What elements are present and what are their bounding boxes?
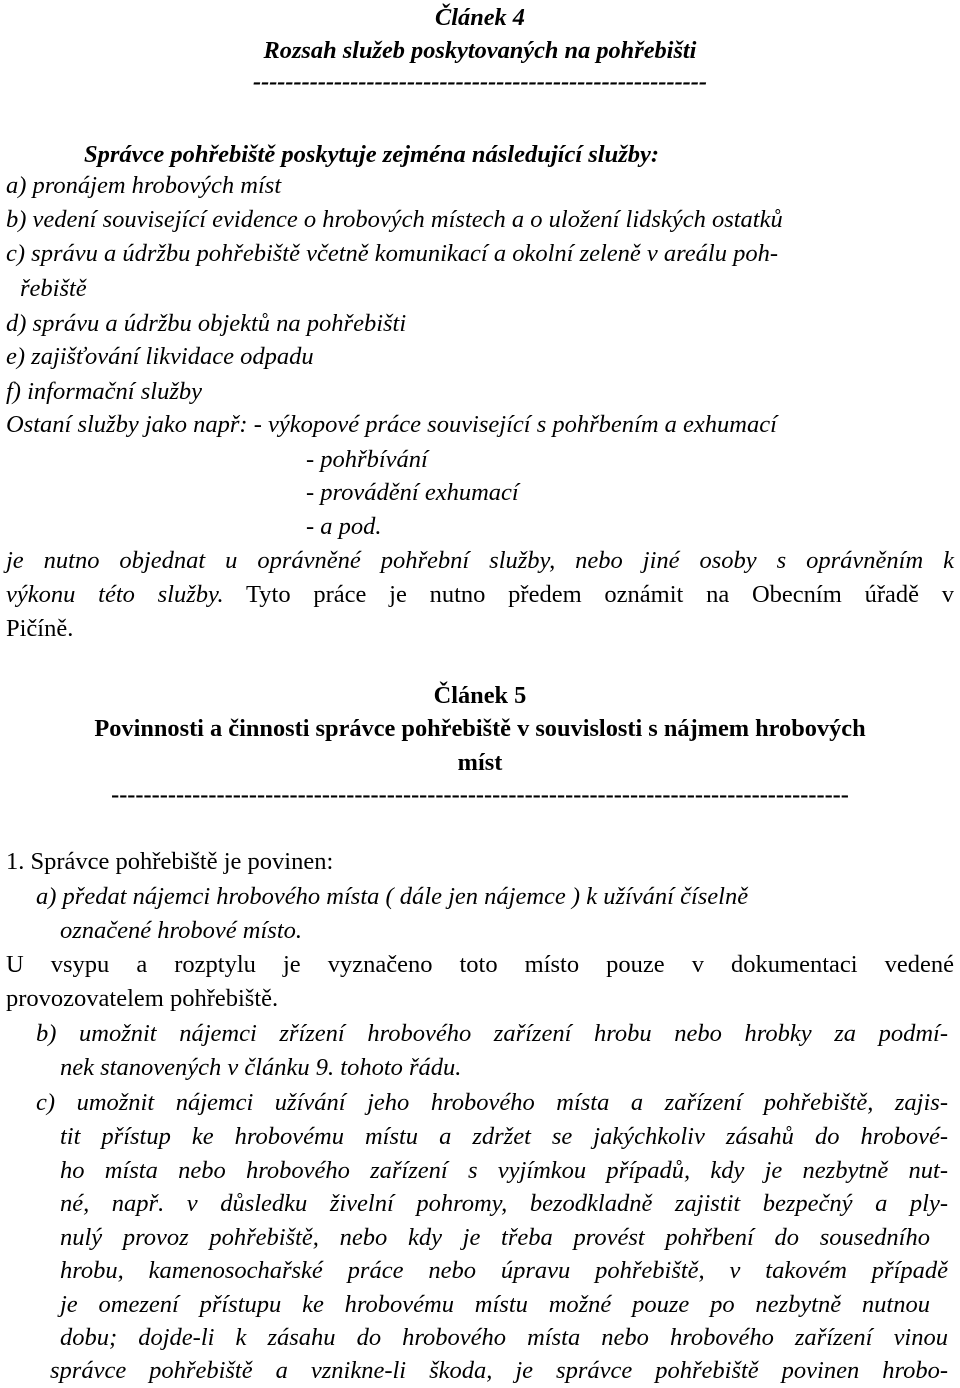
article5-item-b-line-2: nek stanovených v článku 9. tohoto řádu. [60,1054,462,1081]
article5-item-c-line-1: c) umožnit nájemci užívání jeho hrobového místa a zařízení pohřebiště, zajis- [36,1089,948,1116]
article5-point-1: 1. Správce pohřebiště je povinen: [6,848,334,875]
article4-rule: -------------------------------------------------------- [252,68,708,95]
article5-title-line-2: míst [457,749,503,776]
article5-item-c-line-6: hrobu, kamenosochařské práce nebo úpravu pohřebiště, v takovém případě [60,1257,948,1284]
article4-item-c: c) správu a údržbu pohřebiště včetně komunikací a okolní zeleně v areálu poh- [6,240,779,267]
order-line-2-notice: Tyto práce je nutno předem oznámit na Obecním úřadě v [246,581,954,608]
article5-rule: ------------------------------------------------------------------------------------------- [111,781,849,808]
article5-item-c-line-2: tit přístup ke hrobovému místu a zdržet se jakýchkoliv zásahů do hrobové- [60,1123,948,1150]
article4-item-b: b) vedení související evidence o hrobových místech a o uložení lidských ostatků [6,206,783,233]
article4-title: Rozsah služeb poskytovaných na pohřebišti [263,37,697,64]
article4-intro: Správce pohřebiště poskytuje zejména následující služby: [84,141,660,168]
article5-item-a-text: a) předat nájemci hrobového místa ( dále jen nájemce ) k užívání číselně [36,883,749,910]
article4-item-d: d) správu a údržbu objektů na pohřebišti [6,310,407,337]
article5-item-c-line-3: ho místa nebo hrobového zařízení s vyjímkou případů, kdy je nezbytně nut- [60,1157,948,1184]
article5-item-a-line-1 [36,885,748,910]
order-line-1: je nutno objednat u oprávněné pohřební služby, nebo jiné osoby s oprávněním k [6,547,954,574]
order-line-3: Pičíně. [6,615,74,642]
article5-item-c-line-5: nulý provoz pohřebiště, nebo kdy je třeba provést pohřbení do sousedního [60,1224,930,1251]
article4-item-f: f) informační služby [6,378,202,405]
article5-title-line-1: Povinnosti a činnosti správce pohřebiště v souvislosti s nájmem hrobových [94,715,866,742]
article5-item-c-line-8: dobu; dojde-li k zásahu do hrobového místa nebo hrobového zařízení vinou [60,1324,948,1351]
vsyp-line-2: provozovatelem pohřebiště. [6,985,279,1012]
other-service-burial: - pohřbívání [306,446,428,473]
article5-item-b-line-1: b) umožnit nájemci zřízení hrobového zařízení hrobu nebo hrobky za podmí- [36,1020,948,1047]
article4-item-c-cont: řebiště [20,275,87,302]
article5-item-c-line-9: správce pohřebiště a vznikne-li škoda, je správce pohřebiště povinen hrobo- [50,1357,948,1384]
article5-item-a-text-2: označené hrobové místo. [60,917,302,944]
article5-item-a-line-2 [60,919,302,944]
article4-item-a: a) pronájem hrobových míst [6,172,282,199]
other-service-exhumation: - provádění exhumací [306,479,519,506]
order-line-2-italic: výkonu této služby. [6,581,224,608]
article4-item-e: e) zajišťování likvidace odpadu [6,343,314,370]
vsyp-line-1: U vsypu a rozptylu je vyznačeno toto místo pouze v dokumentaci vedené [6,951,954,978]
article4-heading: Článek 4 [435,4,525,31]
article5-item-c-line-7: je omezení přístupu ke hrobovému místu možné pouze po nezbytně nutnou [60,1291,930,1318]
other-services-intro: Ostaní služby jako např: - výkopové práce související s pohřbením a exhumací [6,411,777,438]
other-service-etc: - a pod. [306,513,382,540]
article5-item-c-line-4: né, např. v důsledku živelní pohromy, bezodkladně zajistit bezpečný a ply- [60,1190,948,1217]
order-line-2 [6,583,954,608]
article5-heading: Článek 5 [433,682,527,709]
